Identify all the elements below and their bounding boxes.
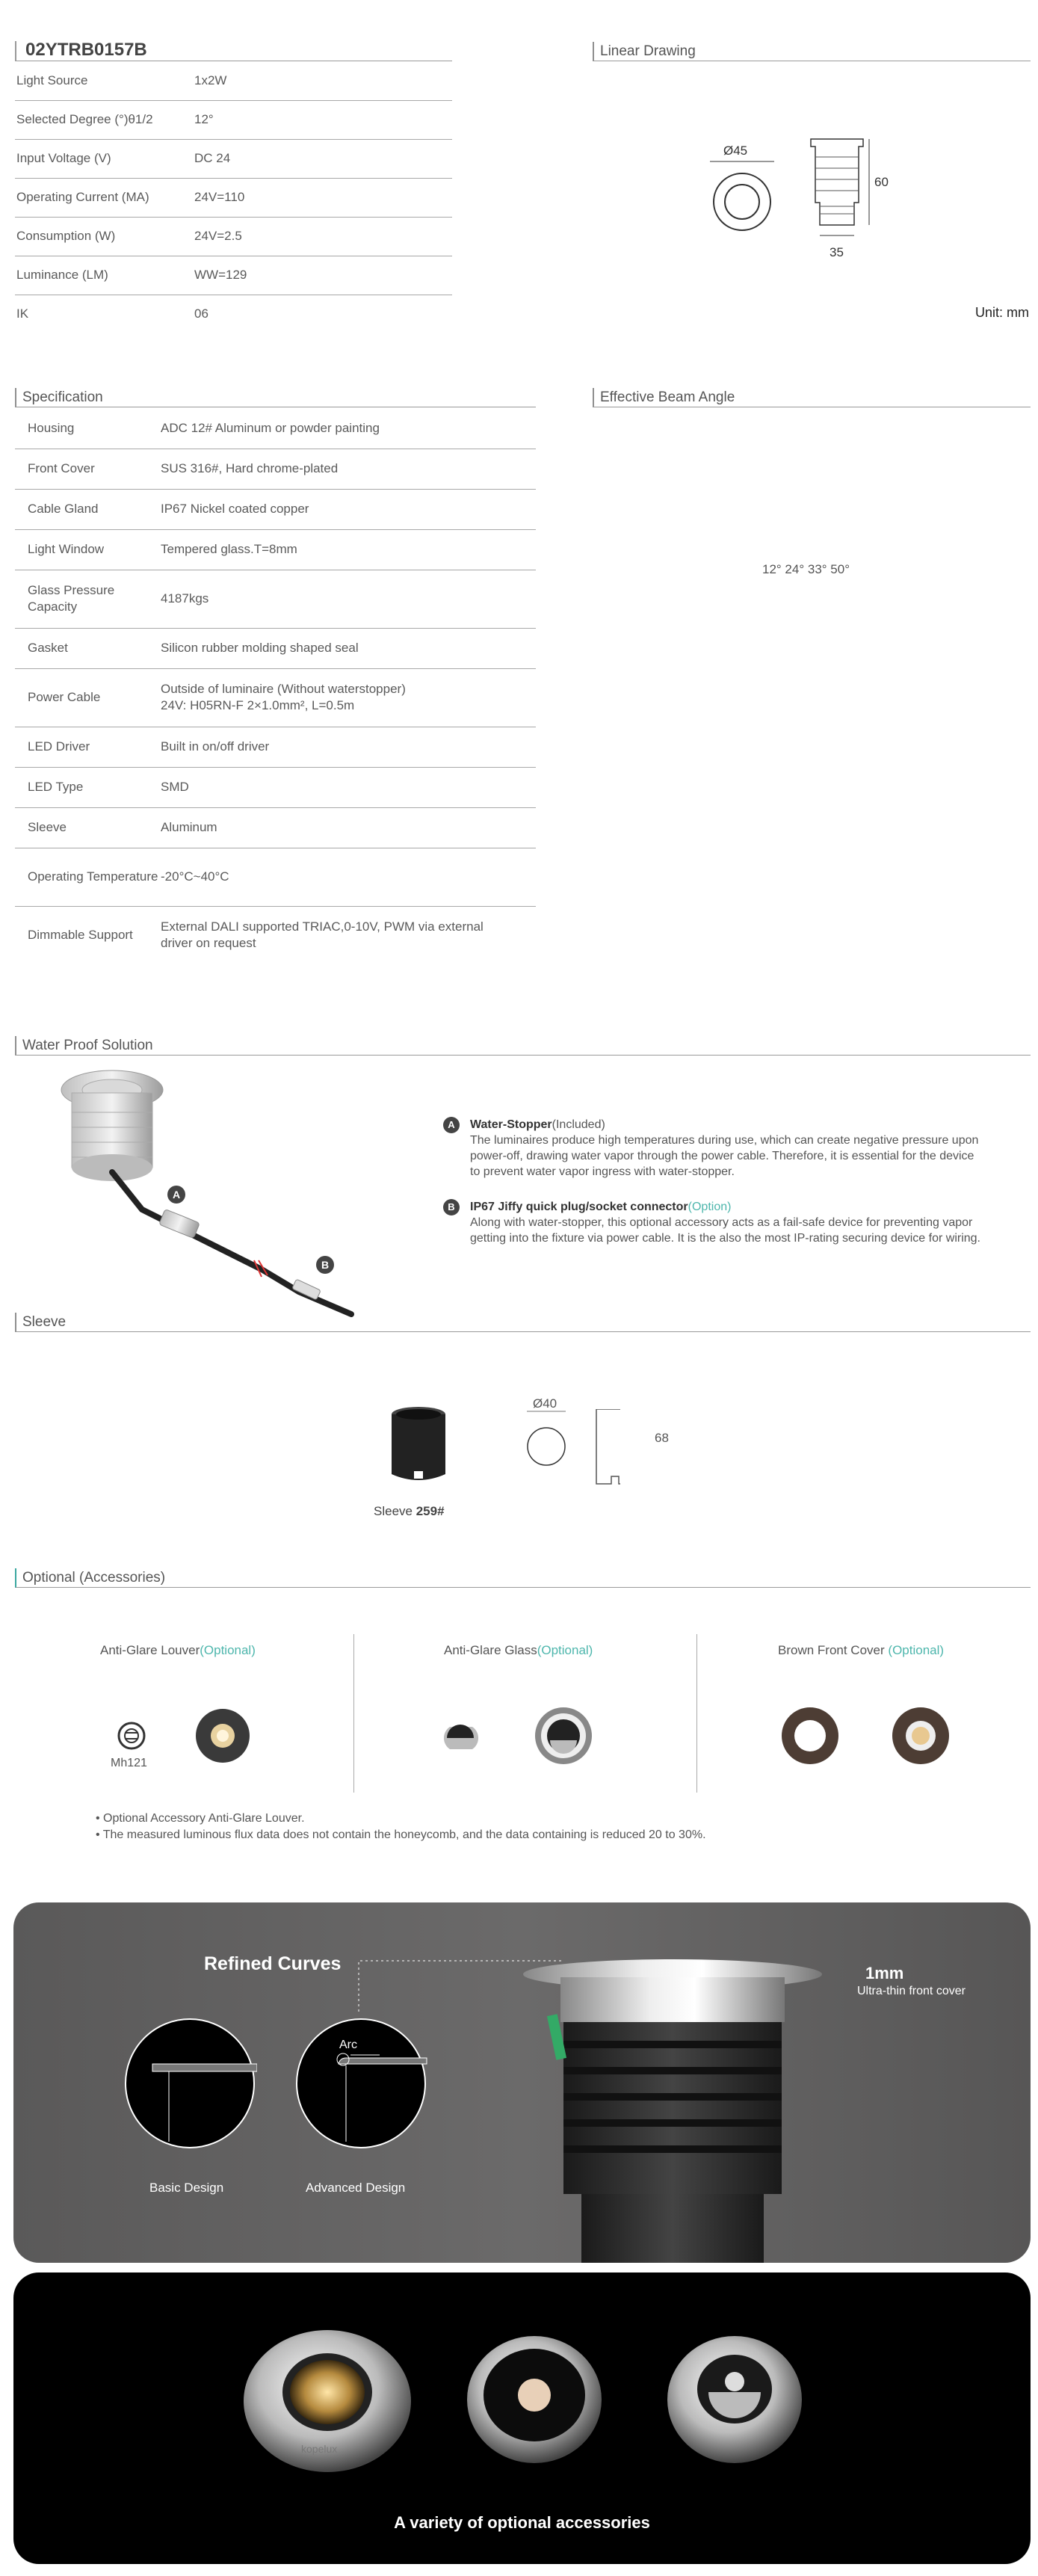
refined-curves-title: Refined Curves	[204, 1953, 342, 1974]
beam-angle-title: Effective Beam Angle	[593, 388, 1031, 407]
sleeve-drawing	[523, 1409, 620, 1491]
spec-label: LED Type	[15, 767, 161, 807]
spec-value: Tempered glass.T=8mm	[161, 529, 536, 570]
optional-tag: (Optional)	[537, 1643, 593, 1657]
spec-label: Sleeve	[15, 807, 161, 848]
height-label: 60	[874, 175, 889, 189]
sleeve-caption	[374, 1504, 445, 1519]
spec-value: 06	[194, 306, 208, 321]
spec-value: 1x2W	[194, 61, 452, 100]
optional-tag: (Optional)	[200, 1643, 256, 1657]
table-row	[15, 256, 452, 295]
waterproof-title: Water Proof Solution	[15, 1036, 1031, 1056]
optional-tag: (Optional)	[888, 1643, 945, 1657]
table-row	[15, 727, 536, 767]
marker-b-icon: B	[443, 1199, 460, 1215]
spec-label: Operating Current (MA)	[15, 178, 194, 217]
arc-label: Arc	[339, 2039, 357, 2051]
spec-label: Power Cable	[15, 668, 161, 727]
table-row	[15, 767, 536, 807]
table-row	[15, 61, 452, 100]
linear-drawing	[695, 135, 927, 262]
linear-drawing-title: Linear Drawing	[593, 42, 1031, 61]
spec-value: 24V=2.5	[194, 217, 452, 256]
brand-mark: kopelux	[301, 2443, 338, 2455]
marker-b-icon: B	[316, 1256, 334, 1274]
table-row	[15, 529, 536, 570]
table-row	[15, 449, 536, 489]
connector-title: IP67 Jiffy quick plug/socket connector	[470, 1201, 688, 1213]
accessory-images	[105, 1697, 1001, 1779]
table-row	[15, 570, 536, 628]
table-row	[15, 848, 536, 906]
thickness-value: 1mm	[865, 1964, 904, 1982]
table-row	[15, 489, 536, 529]
waterproof-illustration	[30, 1060, 418, 1329]
spec-value: 12°	[194, 100, 452, 139]
table-row	[15, 906, 536, 964]
spec-label: Housing	[15, 408, 161, 449]
spec-value: DC 24	[194, 139, 452, 178]
spec-label: Cable Gland	[15, 489, 161, 529]
dia-label: Ø45	[723, 144, 748, 158]
spec-label: Glass Pressure Capacity	[15, 570, 161, 628]
basic-design-diagram	[123, 2016, 257, 2151]
mh-label: Mh121	[111, 1757, 147, 1769]
spec-value: IP67 Nickel coated copper	[161, 489, 536, 529]
note-1: • Optional Accessory Anti-Glare Louver.	[96, 1812, 305, 1825]
table-row	[15, 178, 452, 217]
spec-label: Light Window	[15, 529, 161, 570]
note-2: • The measured luminous flux data does not contain the honeycomb, and the data containing is reduced 20 to 30%.	[96, 1828, 706, 1841]
spec-value: -20°C~40°C	[161, 848, 536, 906]
spec-value: Silicon rubber molding shaped seal	[161, 628, 536, 668]
spec-label: Consumption (W)	[15, 217, 194, 256]
table-row	[15, 668, 536, 727]
table-row	[15, 807, 536, 848]
connector-note: (Option)	[688, 1201, 732, 1213]
specification-table	[15, 408, 536, 964]
sleeve-height: 68	[655, 1431, 669, 1445]
optional-notes	[96, 1811, 706, 1843]
connector-block	[443, 1199, 981, 1246]
accessories-panel	[13, 2273, 1031, 2564]
spec-value: Outside of luminaire (Without waterstopper) 24V: H05RN-F 2×1.0mm², L=0.5m	[161, 668, 536, 727]
anti-glare-louver-label	[100, 1643, 256, 1658]
advanced-design-diagram	[294, 2016, 428, 2151]
marker-a-icon: A	[443, 1117, 460, 1133]
spec-value: SMD	[161, 767, 536, 807]
water-stopper-title: Water-Stopper	[470, 1118, 552, 1131]
spec-label: Luminance (LM)	[15, 256, 194, 295]
table-row	[15, 139, 452, 178]
col2-label: Anti-Glare Glass	[444, 1643, 537, 1657]
spec-label: Dimmable Support	[28, 928, 133, 943]
spec-label: Input Voltage (V)	[15, 139, 194, 178]
spec-value: SUS 316#, Hard chrome-plated	[161, 449, 536, 489]
sleeve-dia: Ø40	[533, 1396, 557, 1411]
table-row	[15, 217, 452, 256]
spec-label: LED Driver	[15, 727, 161, 767]
marker-a-icon: A	[167, 1186, 185, 1204]
spec-value: ADC 12# Aluminum or powder painting	[161, 408, 536, 449]
front-view-drawing	[695, 135, 927, 262]
sleeve-caption-text: Sleeve	[374, 1504, 413, 1518]
accessory-showcase	[13, 2317, 1031, 2482]
spec-label: Selected Degree (°)θ1/2	[15, 100, 194, 139]
col3-label: Brown Front Cover	[778, 1643, 885, 1657]
basic-spec-table	[15, 61, 452, 333]
specification-title: Specification	[15, 388, 536, 407]
brown-front-cover-label	[778, 1643, 944, 1658]
spec-label: Operating Temperature	[15, 848, 161, 906]
table-row	[15, 295, 452, 333]
anti-glare-glass-label	[444, 1643, 593, 1658]
variety-caption: A variety of optional accessories	[394, 2513, 650, 2532]
spec-label: Light Source	[15, 61, 194, 100]
thickness-desc: Ultra-thin front cover	[857, 1985, 966, 1997]
sleeve-title: Sleeve	[15, 1313, 1031, 1332]
water-stopper-text: The luminaires produce high temperatures during use, which can create negative pressure upon power-off, drawing water vapor through the power cable. Therefore, it is essential for the device to prevent water vapor ingress with water-stopper.	[470, 1134, 979, 1178]
water-stopper-note: (Included)	[552, 1118, 605, 1131]
product-code-header	[15, 39, 452, 61]
spec-label: Front Cover	[15, 449, 161, 489]
luminaire-cross-section	[499, 1902, 843, 2263]
table-row	[15, 628, 536, 668]
optional-title: Optional (Accessories)	[15, 1568, 1031, 1588]
water-stopper-block	[443, 1117, 981, 1180]
refined-curves-panel	[13, 1902, 1031, 2263]
spec-value: External DALI supported TRIAC,0-10V, PWM via external driver on request	[161, 919, 484, 951]
spec-value: 24V=110	[194, 178, 452, 217]
beam-angles: 12° 24° 33° 50°	[762, 562, 850, 576]
spec-value: Aluminum	[161, 807, 536, 848]
basic-design-label: Basic Design	[149, 2181, 224, 2195]
sleeve-code: 259#	[415, 1504, 445, 1518]
spec-label: Gasket	[15, 628, 161, 668]
connector-text: Along with water-stopper, this optional accessory acts as a fail-safe device for preventing vapor getting into the fixture via power cable. It is the also the most IP-rating securing device for wiring.	[470, 1216, 980, 1245]
spec-value: 4187kgs	[161, 570, 536, 628]
spec-label: IK	[16, 306, 29, 321]
unit-label: Unit: mm	[975, 305, 1029, 320]
col1-label: Anti-Glare Louver	[100, 1643, 200, 1657]
advanced-design-label: Advanced Design	[306, 2181, 406, 2195]
sleeve-image	[381, 1405, 456, 1488]
width-label: 35	[830, 245, 844, 259]
table-row	[15, 408, 536, 449]
spec-value: WW=129	[194, 256, 452, 295]
product-code: 02YTRB0157B	[25, 40, 147, 60]
table-row	[15, 100, 452, 139]
spec-value: Built in on/off driver	[161, 727, 536, 767]
